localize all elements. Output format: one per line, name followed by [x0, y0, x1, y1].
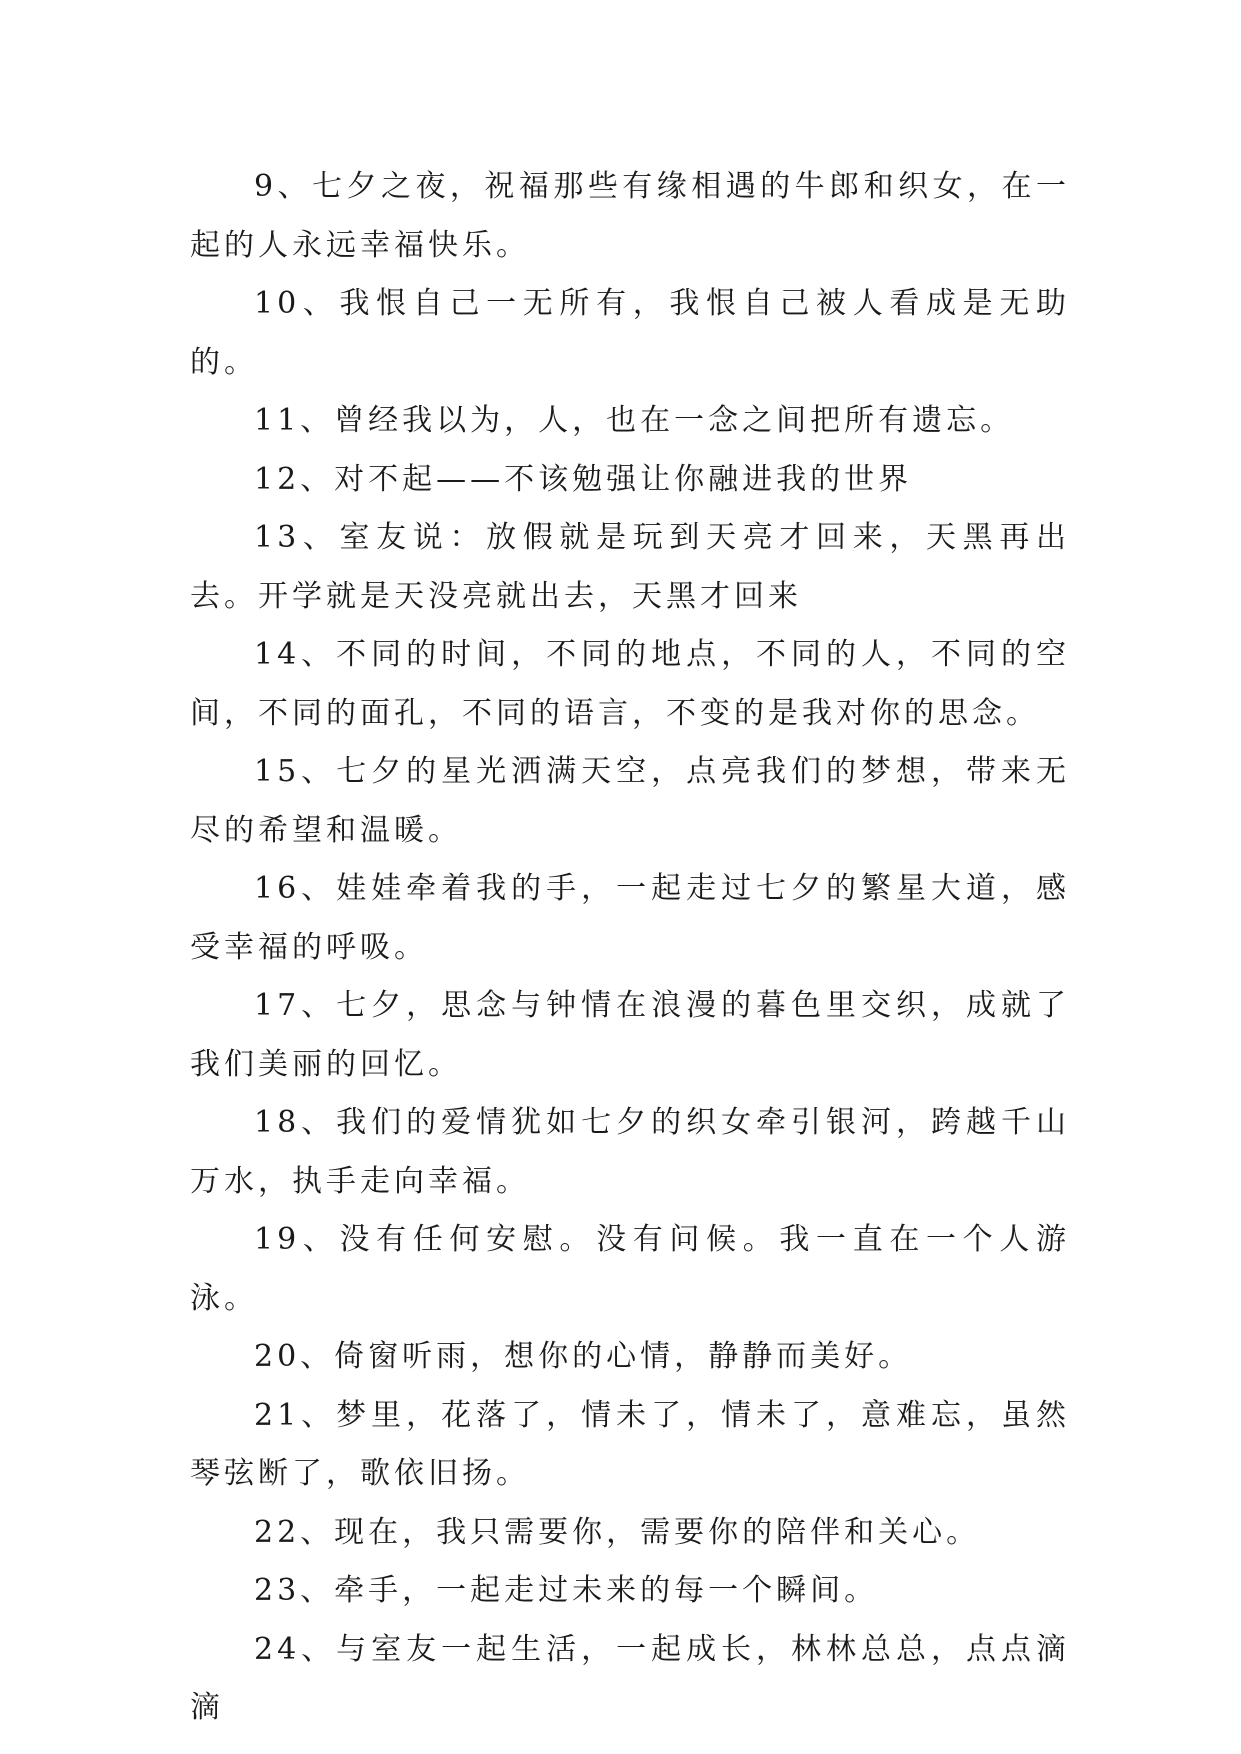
- entry-18: 18、我们的爱情犹如七夕的织女牵引银河，跨越千山万水，执手走向幸福。: [190, 1105, 1070, 1199]
- entry-20: 20、倚窗听雨，想你的心情，静静而美好。: [254, 1339, 913, 1374]
- entry-17: 17、七夕，思念与钟情在浪漫的暮色里交织，成就了我们美丽的回忆。: [190, 988, 1070, 1082]
- entry-10: 10、我恨自己一无所有，我恨自己被人看成是无助的。: [190, 286, 1070, 380]
- entry-14: 14、不同的时间，不同的地点，不同的人，不同的空间，不同的面孔，不同的语言，不变的是我对你的思念。: [190, 637, 1070, 731]
- entry-23: 23、牵手，一起走过未来的每一个瞬间。: [254, 1573, 879, 1608]
- entry-21: 21、梦里，花落了，情未了，情未了，意难忘，虽然琴弦断了，歌依旧扬。: [190, 1397, 1070, 1491]
- entry-15: 15、七夕的星光洒满天空，点亮我们的梦想，带来无尽的希望和温暖。: [190, 754, 1070, 848]
- entry-19: 19、没有任何安慰。没有问候。我一直在一个人游泳。: [190, 1222, 1070, 1316]
- entry-22: 22、现在，我只需要你，需要你的陪伴和关心。: [254, 1514, 981, 1550]
- entry-13: 13、室友说：放假就是玩到天亮才回来，天黑再出去。开学就是天没亮就出去，天黑才回来: [190, 520, 1070, 614]
- entry-16: 16、娃娃牵着我的手，一起走过七夕的繁星大道，感受幸福的呼吸。: [190, 871, 1070, 965]
- entry-11: 11、曾经我以为，人，也在一念之间把所有遗忘。: [254, 403, 1015, 438]
- entry-24: 24、与室友一起生活，一起成长，林林总总，点点滴滴: [190, 1631, 1070, 1725]
- entry-9: 9、七夕之夜，祝福那些有缘相遇的牛郎和织女，在一起的人永远幸福快乐。: [190, 169, 1070, 263]
- document-body: [190, 158, 1070, 1738]
- entry-12: 12、对不起——不该勉强让你融进我的世界: [254, 461, 913, 497]
